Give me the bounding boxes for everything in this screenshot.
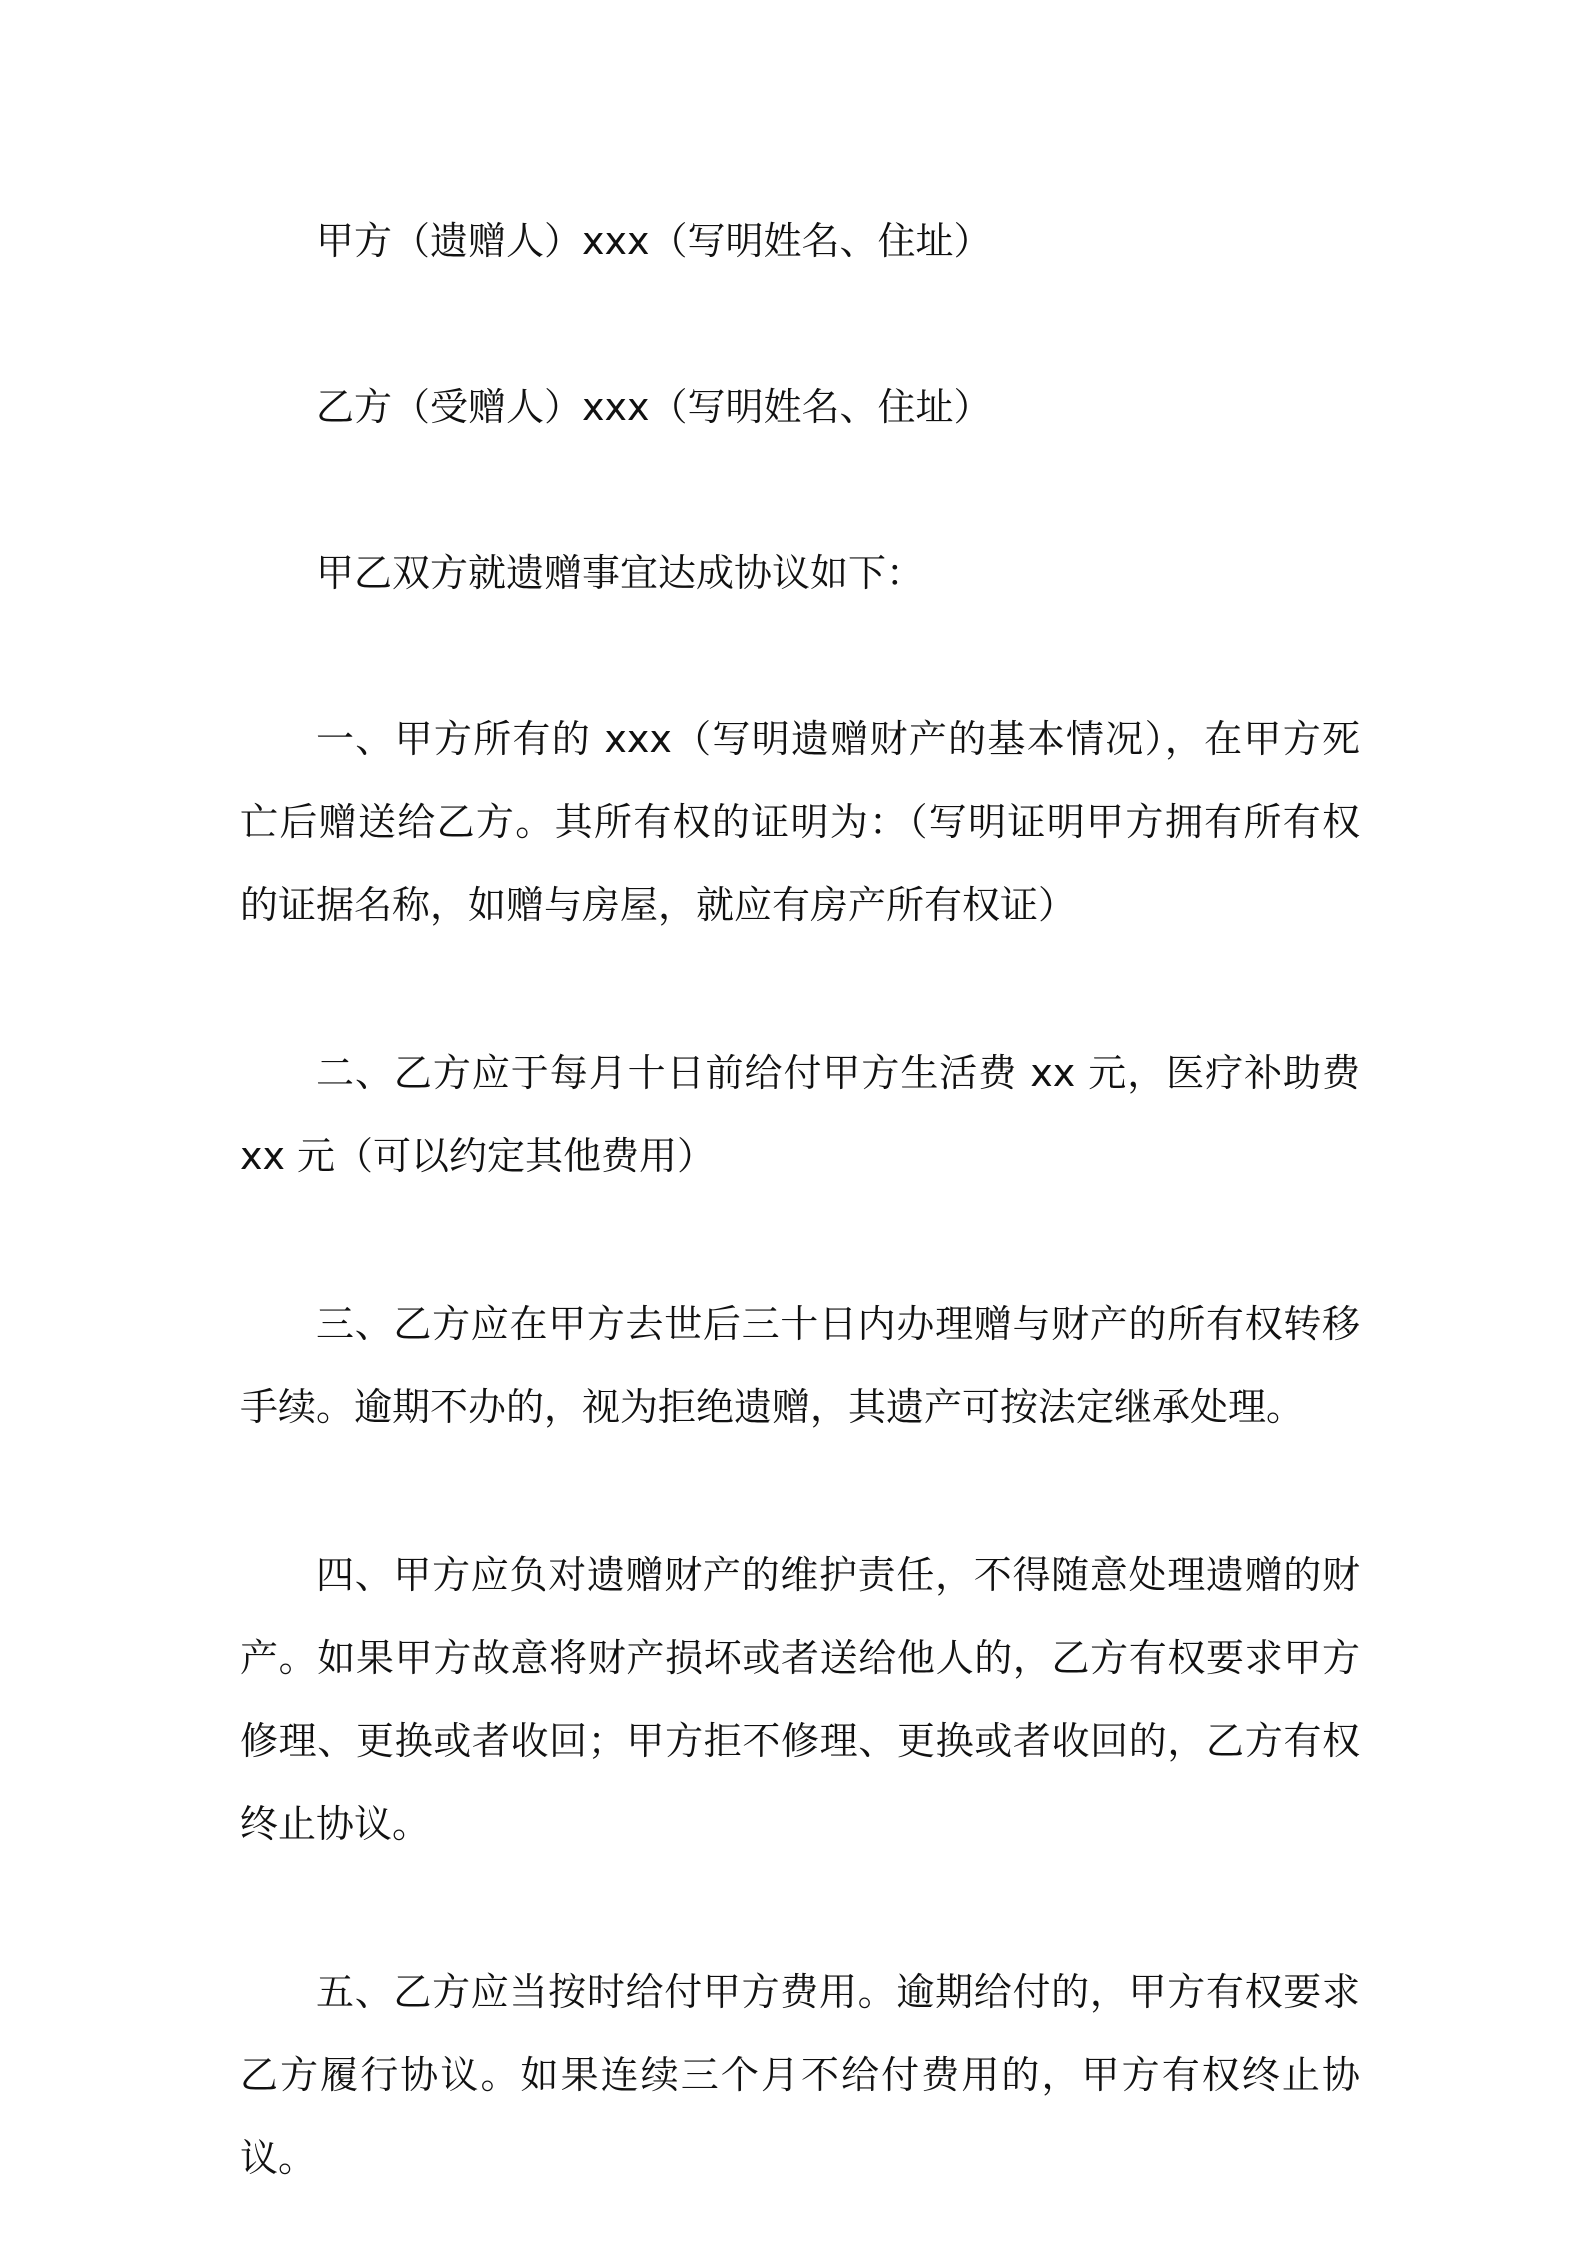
party-b-line: 乙方（受赠人）xxx（写明姓名、住址） bbox=[316, 385, 992, 429]
clause-1: 一、甲方所有的 xxx（写明遗赠财产的基本情况），在甲方死亡后赠送给乙方。其所有权的证明为：（写明证明甲方拥有所有权的证据名称，如赠与房屋，就应有房产所有权证） bbox=[240, 717, 1360, 927]
clause-2: 二、乙方应于每月十日前给付甲方生活费 xx 元，医疗补助费 xx 元（可以约定其他费用） bbox=[240, 1051, 1360, 1178]
clause-5: 五、乙方应当按时给付甲方费用。逾期给付的，甲方有权要求乙方履行协议。如果连续三个月不给付费用的，甲方有权终止协议。 bbox=[240, 1970, 1360, 2180]
intro-line: 甲乙双方就遗赠事宜达成协议如下： bbox=[316, 551, 925, 595]
document-body bbox=[240, 200, 1360, 2200]
party-a-line: 甲方（遗赠人）xxx（写明姓名、住址） bbox=[316, 219, 992, 263]
clause-4: 四、甲方应负对遗赠财产的维护责任，不得随意处理遗赠的财产。如果甲方故意将财产损坏或者送给他人的，乙方有权要求甲方修理、更换或者收回；甲方拒不修理、更换或者收回的，乙方有权终止协议。 bbox=[240, 1553, 1360, 1846]
clause-3: 三、乙方应在甲方去世后三十日内办理赠与财产的所有权转移手续。逾期不办的，视为拒绝遗赠，其遗产可按法定继承处理。 bbox=[240, 1302, 1360, 1429]
